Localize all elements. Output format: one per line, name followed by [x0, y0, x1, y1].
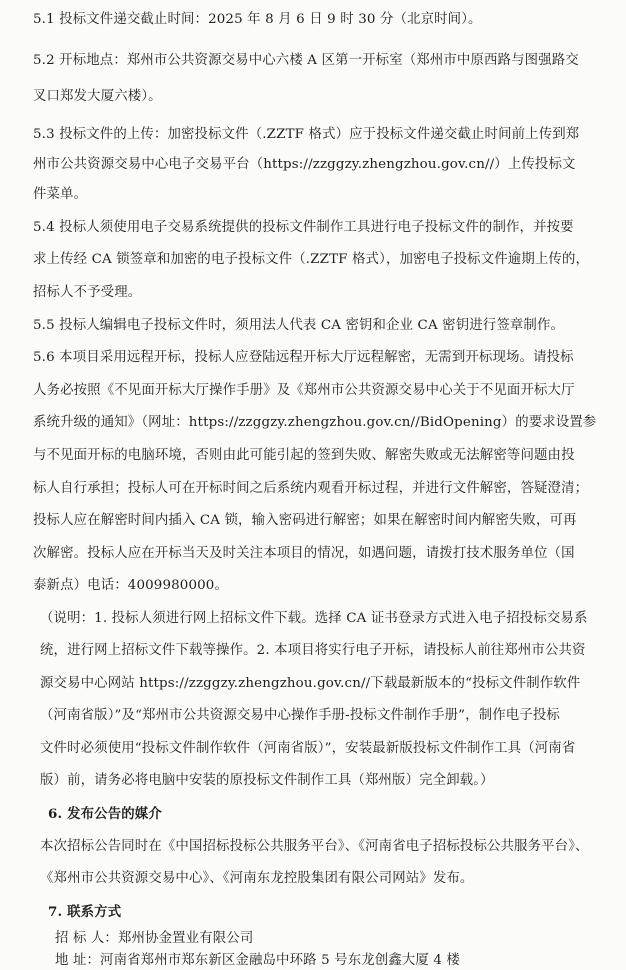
text-line: （河南省版）”及“郑州市公共资源交易中心操作手册-投标文件制作手册”，制作电子投标 [40, 708, 560, 723]
text-line: 5.5 投标人编辑电子投标文件时，须用法人代表 CA 密钥和企业 CA 密钥进行签章制作。 [33, 318, 565, 333]
text-line: 5.6 本项目采用远程开标，投标人应登陆远程开标大厅远程解密，无需到开标现场。请投标 [33, 350, 574, 365]
text-line: 《郑州市公共资源交易中心》、《河南东龙控股集团有限公司网站》发布。 [40, 871, 474, 886]
text-line: 5.1 投标文件递交截止时间：2025 年 8 月 6 日 9 时 30 分（北京时间）。 [33, 12, 482, 27]
section-heading: 6. 发布公告的媒介 [48, 806, 162, 822]
text-line: 与不见面开标的电脑环境，否则由此可能引起的签到失败、解密失败或无法解密等问题由投 [33, 448, 575, 463]
text-line: 系统升级的通知》（网址：https://zzggzy.zhengzhou.gov.cn//BidOpening）的要求设置参 [33, 415, 597, 430]
text-line: 州市公共资源交易中心电子交易平台（https://zzggzy.zhengzhou.gov.cn//）上传投标文 [33, 157, 576, 172]
text-line: 件菜单。 [33, 187, 88, 202]
text-line: （说明：1. 投标人须进行网上招标文件下载。选择 CA 证书登录方式进入电子招投标交易系 [40, 611, 588, 626]
text-line: 次解密。投标人应在开标当天及时关注本项目的情况，如遇问题，请拨打技术服务单位（国 [33, 546, 575, 561]
text-line: 招标人不予受理。 [33, 285, 142, 300]
text-line: 泰新点）电话：4009980000。 [33, 578, 229, 593]
section-heading: 7. 联系方式 [48, 904, 122, 920]
text-line: 投标人应在解密时间内插入 CA 锁，输入密码进行解密；如果在解密时间内解密失败，可再 [33, 513, 577, 528]
text-line: 5.3 投标文件的上传：加密投标文件（.ZZTF 格式）应于投标文件递交截止时间前上传到郑 [33, 127, 580, 142]
text-line: 统，进行网上招标文件下载等操作。2. 本项目将实行电子开标，请投标人前往郑州市公共资 [40, 643, 586, 658]
text-line: 文件时必须使用“投标文件制作软件（河南省版）”，安装最新版投标文件制作工具（河南省 [40, 741, 576, 756]
text-line: 源交易中心网站 https://zzggzy.zhengzhou.gov.cn//下载最新版本的“投标文件制作软件 [40, 676, 581, 691]
text-line: 求上传经 CA 锁签章和加密的电子投标文件（.ZZTF 格式），加密电子投标文件逾期上传的， [33, 252, 590, 267]
text-line: 本次招标公告同时在《中国招标投标公共服务平台》、《河南省电子招标投标公共服务平台》、 [40, 839, 589, 854]
text-line: 标人自行承担；投标人可在开标时间之后系统内观看开标过程，并进行文件解密，答疑澄清； [33, 481, 589, 496]
text-line: 5.2 开标地点：郑州市公共资源交易中心六楼 A 区第一开标室（郑州市中原西路与图强路交 [33, 53, 579, 68]
text-line: 地 址：河南省郑州市郑东新区金融岛中环路 5 号东龙创鑫大厦 4 楼 [55, 953, 460, 968]
text-line: 版）前，请务必将电脑中安装的原投标文件制作工具（郑州版）完全卸载。） [40, 773, 494, 788]
text-line: 人务必按照《不见面开标大厅操作手册》及《郑州市公共资源交易中心关于不见面开标大厅 [33, 383, 575, 398]
text-line: 5.4 投标人须使用电子交易系统提供的投标文件制作工具进行电子投标文件的制作，并按要 [33, 220, 574, 235]
text-line: 招 标 人：郑州协金置业有限公司 [55, 931, 254, 946]
text-line: 叉口郑发大厦六楼）。 [33, 89, 162, 104]
